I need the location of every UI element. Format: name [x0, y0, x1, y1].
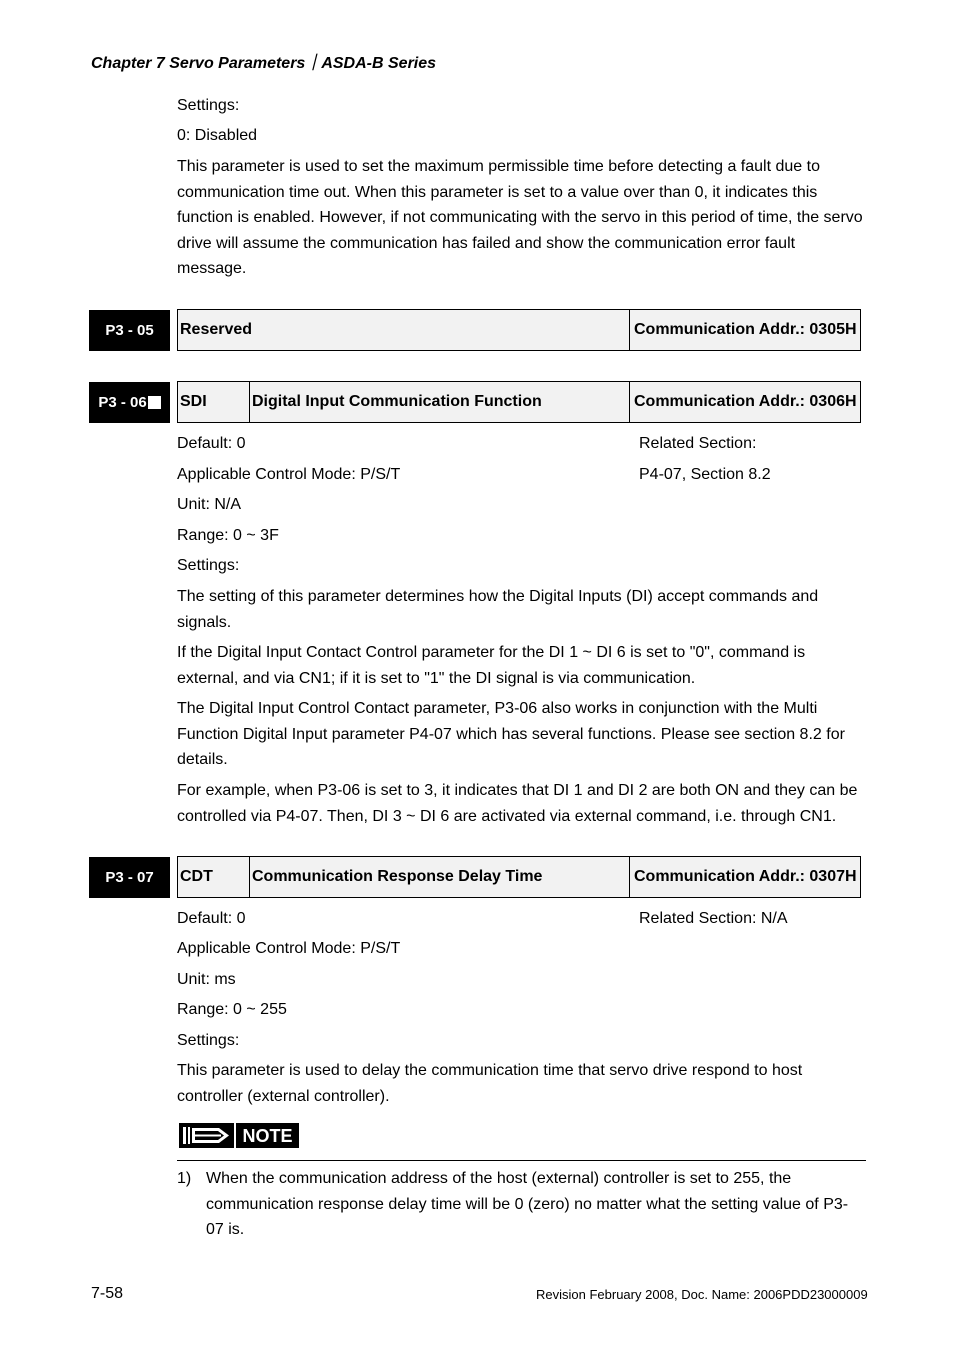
param-tag-label: P3 - 05: [105, 322, 154, 339]
p3-07-mode: Applicable Control Mode: P/S/T: [177, 940, 401, 957]
param-tag-label: P3 - 06: [98, 394, 147, 411]
param-tag-p3-06: [89, 382, 170, 423]
p3-06-mode: Applicable Control Mode: P/S/T: [177, 466, 401, 483]
revision-info: Revision February 2008, Doc. Name: 2006PDD23000009: [536, 1287, 868, 1302]
p3-06-settings-label: Settings:: [177, 557, 240, 574]
param-table-p3-05: [177, 309, 861, 351]
p3-07-range: Range: 0 ~ 255: [177, 1001, 287, 1018]
p3-04-description: This parameter is used to set the maximum permissible time before detecting a fault due to communication time out. When this parameter is set to a value over than 0, it indicates this function is enabled. However, if not communicating with the servo in this period of time, the servo drive will assume the communication has failed and show the communication error fault message.: [177, 158, 863, 278]
note-divider: [177, 1160, 866, 1161]
p3-06-unit: Unit: N/A: [177, 496, 242, 513]
p3-07-para-1: This parameter is used to delay the communication time that servo drive respond to host controller (external controller).: [177, 1062, 803, 1105]
param-addr: Communication Addr.: 0307H: [634, 868, 857, 885]
p3-06-related-label: Related Section:: [639, 435, 757, 452]
note-item-text: When the communication address of the host (external) controller is set to 255, the communication response delay time will be 0 (zero) no matter what the setting value of P3-07 is.: [206, 1170, 849, 1239]
param-addr: Communication Addr.: 0306H: [634, 393, 857, 410]
param-table-p3-06: [177, 381, 861, 423]
p3-07-related: Related Section: N/A: [639, 910, 788, 927]
param-table-p3-07: [177, 856, 861, 898]
param-name: Reserved: [178, 310, 630, 350]
setting-disabled: 0: Disabled: [177, 127, 258, 144]
param-code: CDT: [178, 857, 250, 897]
note-item-number: 1): [177, 1170, 192, 1187]
p3-06-para-4: For example, when P3-06 is set to 3, it indicates that DI 1 and DI 2 are both ON and they can be controlled via P4-07. Then, DI 3 ~ DI 6 are activated via external command, i.e. through CN1.: [177, 782, 858, 825]
p3-06-related-value: P4-07, Section 8.2: [639, 466, 771, 483]
p3-06-para-2: If the Digital Input Contact Control parameter for the DI 1 ~ DI 6 is set to "0", command is external, and via CN1; if it is set to "1" the DI signal is via communication.: [177, 644, 806, 687]
p3-06-para-1: The setting of this parameter determines how the Digital Inputs (DI) accept commands and signals.: [177, 588, 819, 631]
param-tag-p3-05: [89, 310, 170, 351]
p3-06-default: Default: 0: [177, 435, 246, 452]
p3-07-settings-label: Settings:: [177, 1032, 240, 1049]
note-label: NOTE: [242, 1126, 293, 1146]
param-name: Communication Response Delay Time: [250, 857, 630, 897]
param-tag-label: P3 - 07: [105, 869, 154, 886]
page-number: 7-58: [91, 1285, 124, 1302]
p3-06-range: Range: 0 ~ 3F: [177, 527, 279, 544]
param-addr: Communication Addr.: 0305H: [634, 321, 857, 338]
param-name: Digital Input Communication Function: [250, 382, 630, 422]
p3-07-unit: Unit: ms: [177, 971, 236, 988]
square-icon: [148, 396, 161, 409]
note-icon: [179, 1122, 299, 1149]
p3-07-default: Default: 0: [177, 910, 246, 927]
settings-label: Settings:: [177, 97, 240, 114]
p3-06-para-3: The Digital Input Control Contact parameter, P3-06 also works in conjunction with the Multi Function Digital Input parameter P4-07 which has several functions. Please see section 8.2 for details.: [177, 700, 845, 769]
chapter-header: Chapter 7 Servo Parameters｜ASDA-B Series: [91, 55, 437, 72]
param-code: SDI: [178, 382, 250, 422]
param-tag-p3-07: [89, 857, 170, 898]
